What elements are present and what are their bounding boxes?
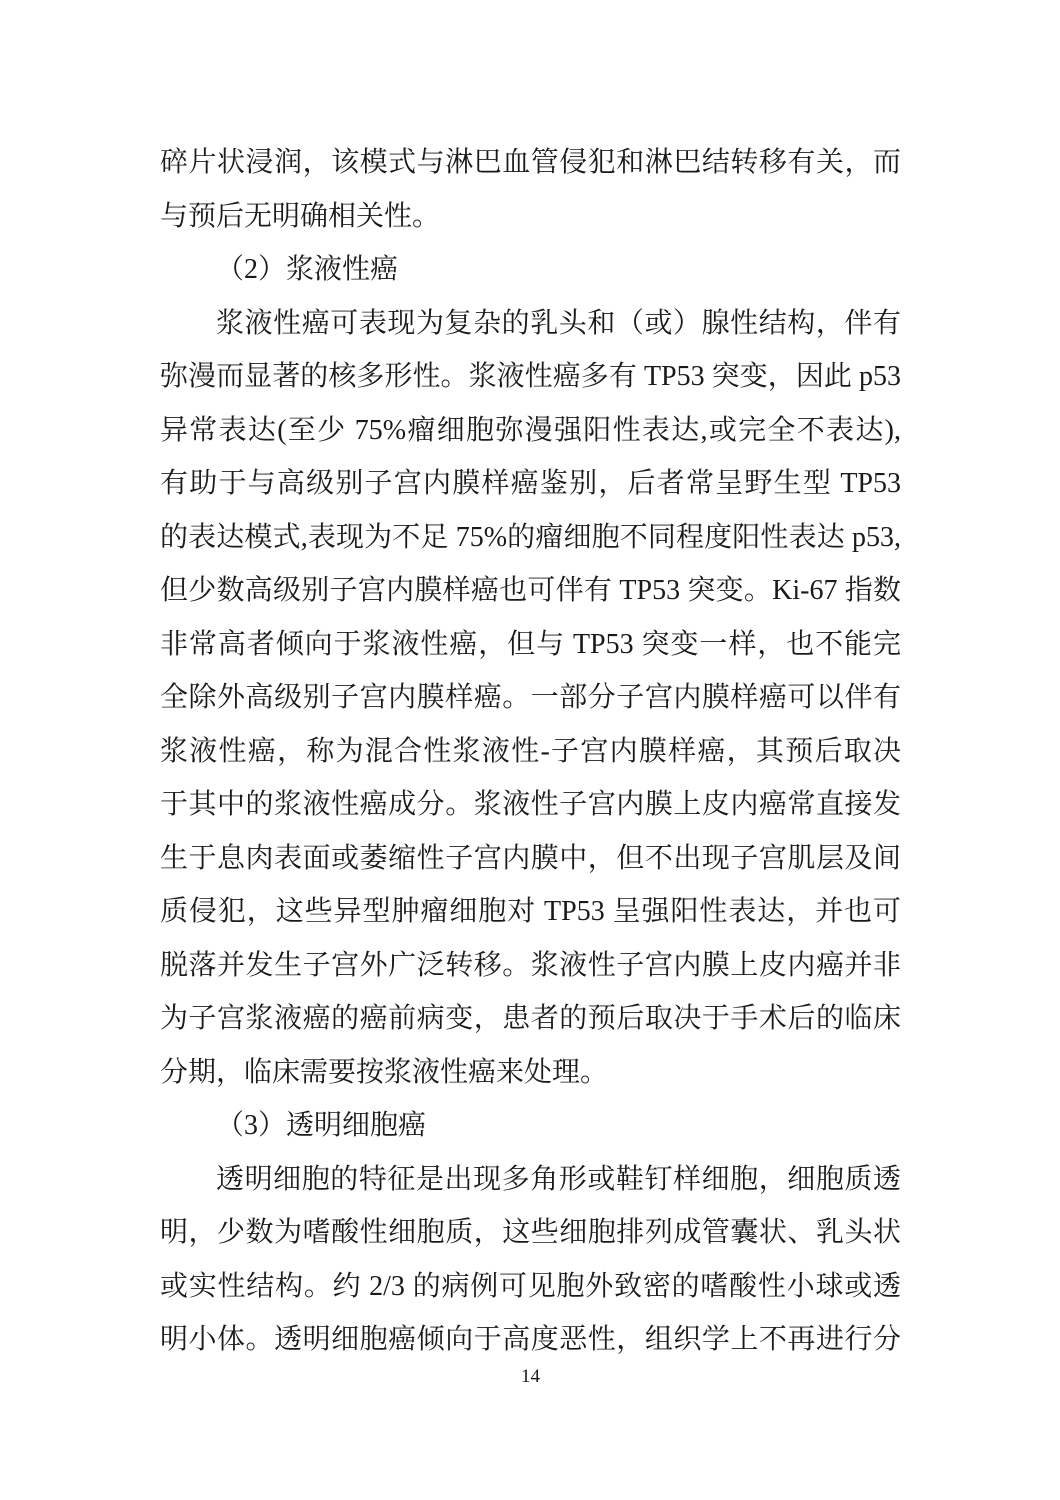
text-line: （2）浆液性癌 — [216, 254, 399, 285]
text-line: 透明细胞的特征是出现多角形或鞋钉样细胞，细胞质透 — [216, 1163, 901, 1195]
text-line: 质侵犯，这些异型肿瘤细胞对 TP53 呈强阳性表达，并也可 — [160, 896, 901, 927]
text-line: 全除外高级别子宫内膜样癌。一部分子宫内膜样癌可以伴有 — [160, 682, 901, 713]
text-line: 脱落并发生子宫外广泛转移。浆液性子宫内膜上皮内癌并非 — [160, 949, 901, 981]
text-line: 弥漫而显著的核多形性。浆液性癌多有 TP53 突变，因此 p53 — [160, 361, 901, 392]
text-line: 为子宫浆液癌的癌前病变，患者的预后取决于手术后的临床 — [160, 1003, 901, 1034]
text-line: 碎片状浸润，该模式与淋巴血管侵犯和淋巴结转移有关，而 — [160, 147, 901, 178]
text-line: 于其中的浆液性癌成分。浆液性子宫内膜上皮内癌常直接发 — [160, 789, 901, 820]
text-line: 明小体。透明细胞癌倾向于高度恶性，组织学上不再进行分 — [160, 1324, 901, 1355]
text-line: 分期，临床需要按浆液性癌来处理。 — [160, 1056, 609, 1088]
text-line: 浆液性癌，称为混合性浆液性-子宫内膜样癌，其预后取决 — [160, 735, 901, 767]
text-line: 异常表达(至少 75%瘤细胞弥漫强阳性表达,或完全不表达), — [160, 414, 901, 446]
text-line: 有助于与高级别子宫内膜样癌鉴别，后者常呈野生型 TP53 — [160, 468, 901, 499]
text-line: 的表达模式,表现为不足 75%的瘤细胞不同程度阳性表达 p53, — [160, 521, 901, 553]
text-line: 生于息肉表面或萎缩性子宫内膜中，但不出现子宫肌层及间 — [160, 842, 901, 874]
text-line: 与预后无明确相关性。 — [160, 200, 441, 232]
text-line: 或实性结构。约 2/3 的病例可见胞外致密的嗜酸性小球或透 — [160, 1270, 901, 1302]
text-line: 非常高者倾向于浆液性癌，但与 TP53 突变一样，也不能完 — [160, 628, 901, 660]
text-line: 浆液性癌可表现为复杂的乳头和（或）腺性结构，伴有 — [216, 307, 901, 339]
page-number: 14 — [521, 1366, 540, 1387]
text-body — [160, 136, 901, 1367]
text-line: （3）透明细胞癌 — [216, 1110, 427, 1141]
text-line: 但少数高级别子宫内膜样癌也可伴有 TP53 突变。Ki-67 指数 — [160, 575, 901, 606]
text-line: 明，少数为嗜酸性细胞质，这些细胞排列成管囊状、乳头状 — [160, 1217, 901, 1248]
